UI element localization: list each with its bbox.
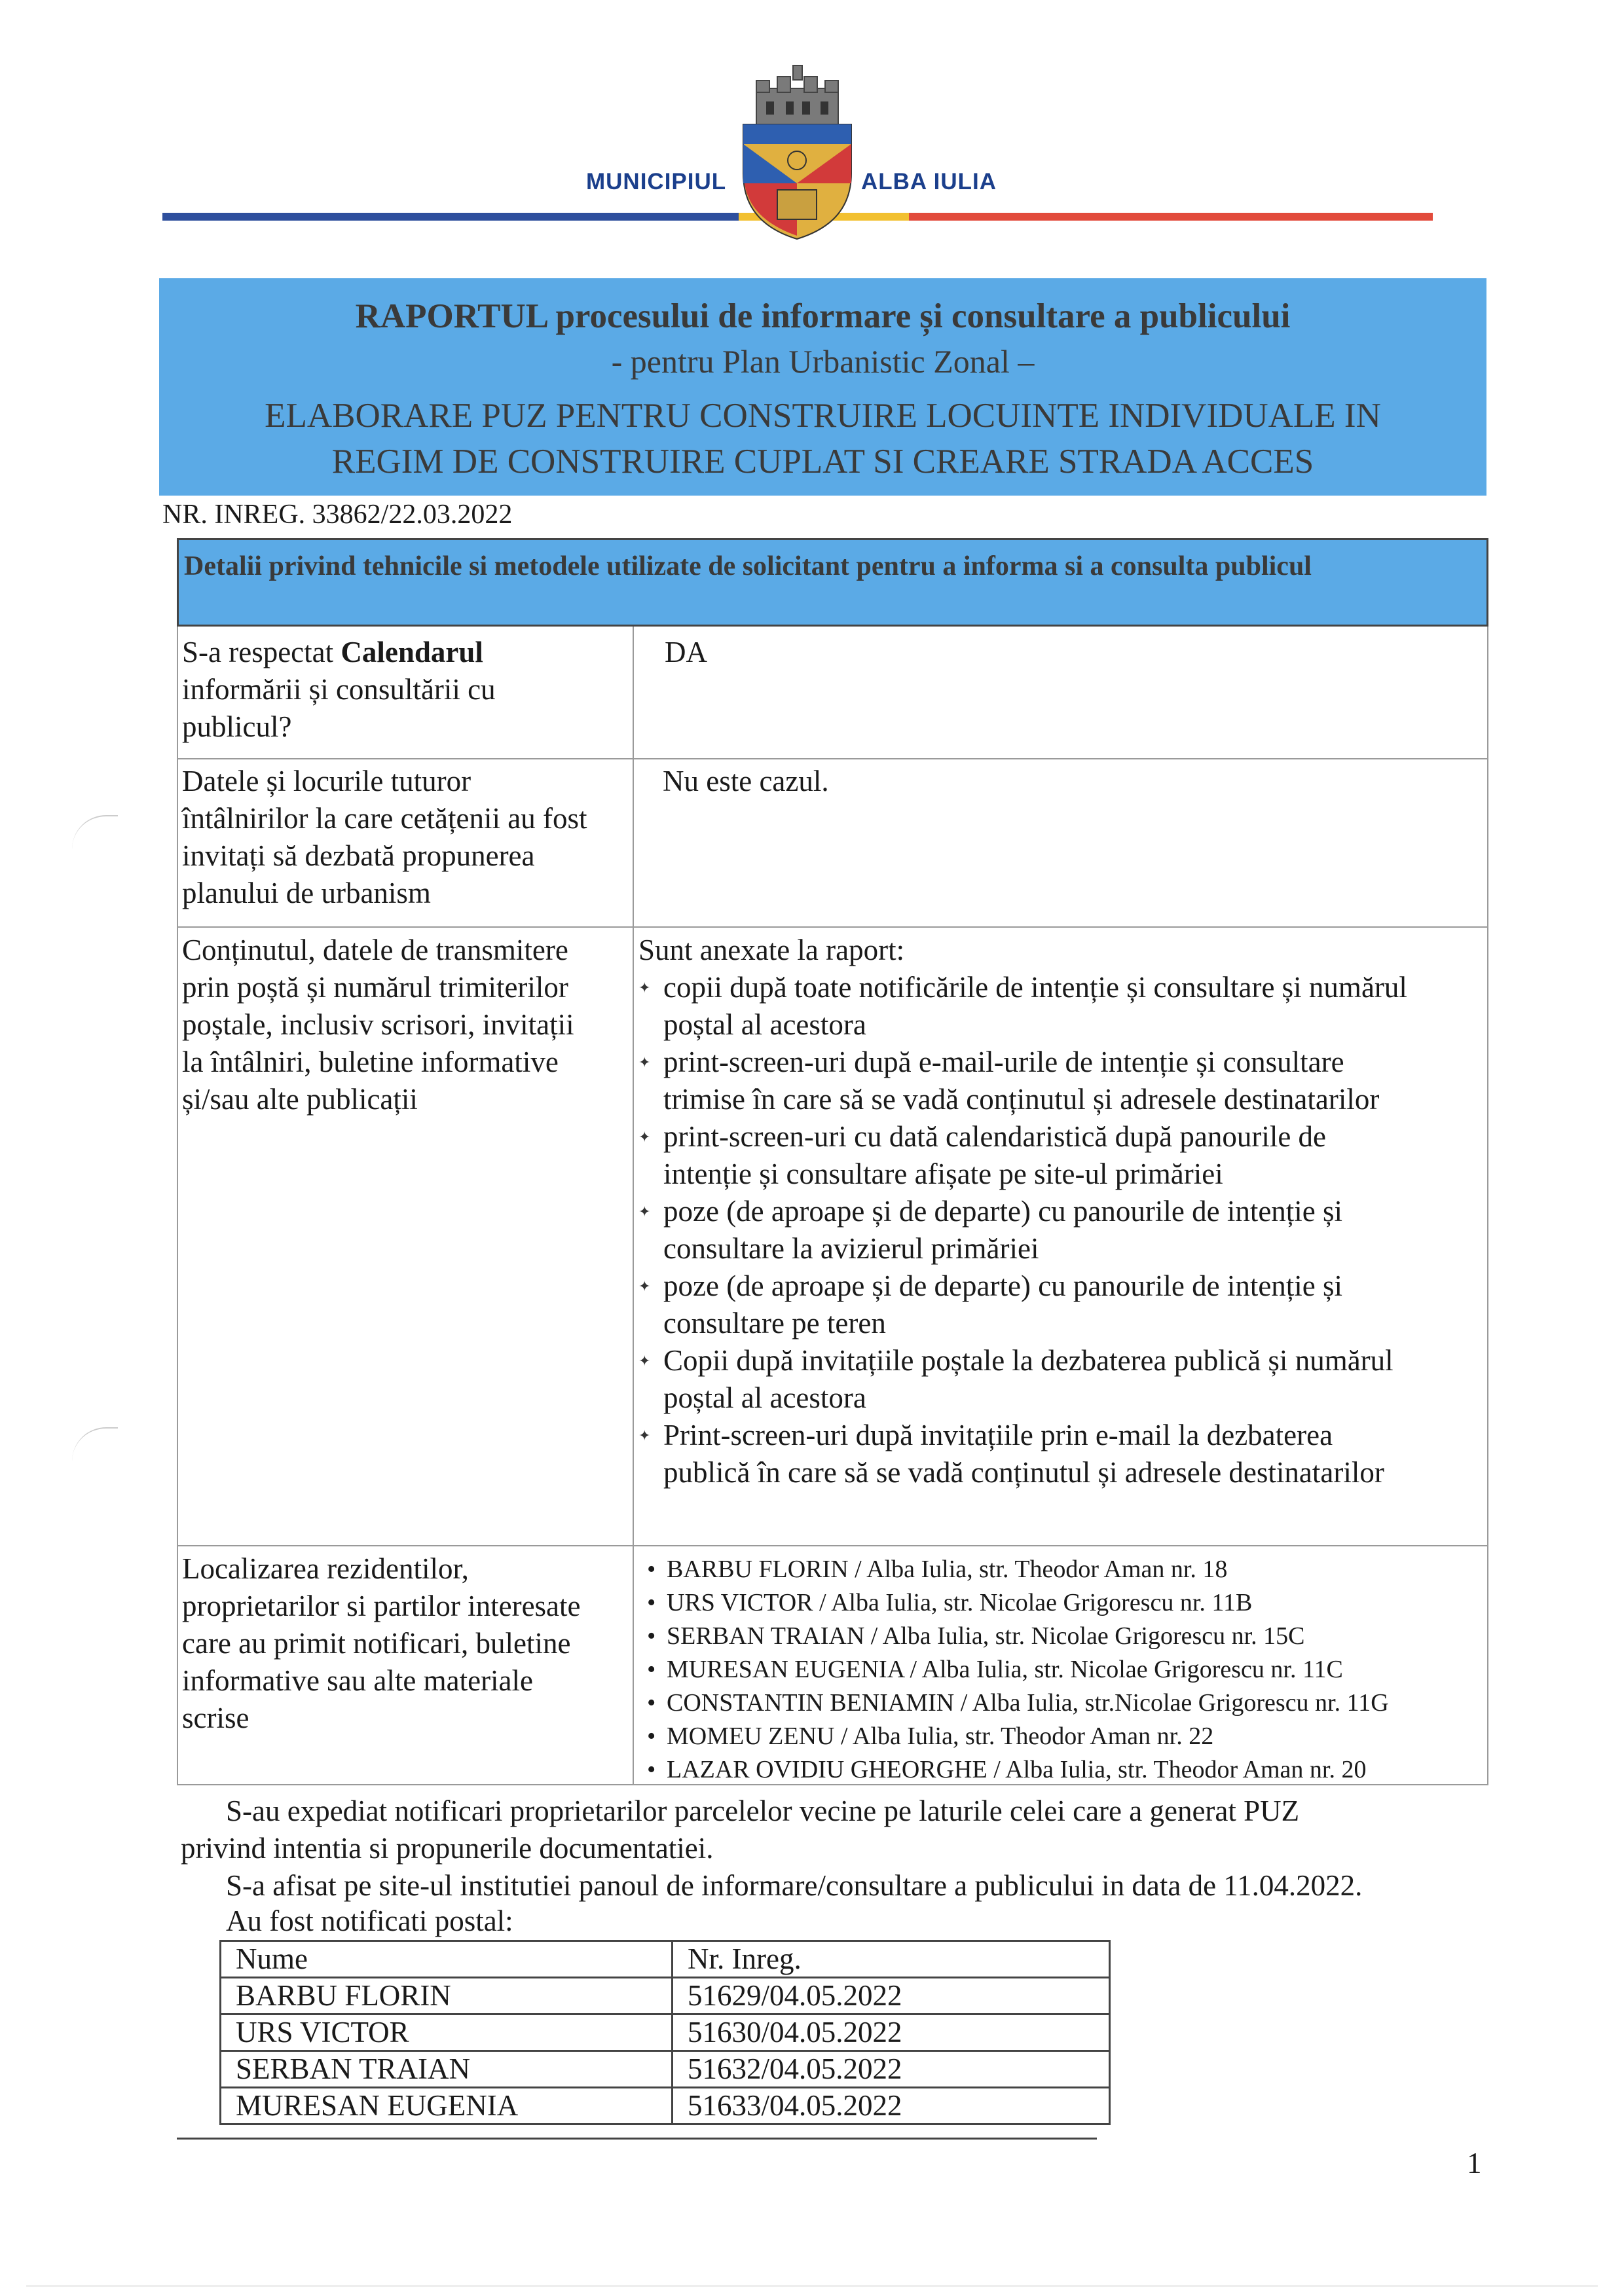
list-item: ✦ print-screen-uri cu dată calendaristică după panourile de intenție și consultare afișate pe site-ul primăriei	[638, 1118, 1483, 1193]
cell-name: MURESAN EUGENIA	[221, 2088, 673, 2124]
list-item: • MOMEU ZENU / Alba Iulia, str. Theodor Aman nr. 22	[647, 1720, 1389, 1753]
list-item: ✦ Copii după invitațiile poștale la dezbaterea publică și numărul poștal al acestora	[638, 1342, 1483, 1417]
report-title: RAPORTUL procesului de informare și consultare a publicului	[355, 297, 1291, 335]
list-item: ✦ poze (de aproape și de departe) cu panourile de intenție și consultare pe teren	[638, 1267, 1483, 1342]
scan-artifact	[72, 1427, 118, 1461]
list-item: ✦ Print-screen-uri după invitațiile prin e-mail la dezbaterea publică în care să se vadă conținutul și adresele destinatarilor	[638, 1417, 1483, 1491]
table-row	[221, 2088, 1110, 2124]
column-header-reg-no: Nr. Inreg.	[673, 1941, 1110, 1978]
coat-of-arms-icon	[737, 62, 858, 246]
note-notifications-cont: privind intentia si propunerile documentatiei.	[181, 1832, 714, 1865]
header-city-label: ALBA IULIA	[861, 169, 997, 194]
list-item: • SERBAN TRAIAN / Alba Iulia, str. Nicolae Grigorescu nr. 15C	[647, 1620, 1389, 1653]
column-header-name: Nume	[221, 1941, 673, 1978]
report-title-box	[159, 278, 1486, 496]
attachments-intro: Sunt anexate la raport:	[638, 934, 905, 966]
list-item: • BARBU FLORIN / Alba Iulia, str. Theodor Aman nr. 18	[647, 1553, 1389, 1586]
section-header-text: Detalii privind tehnicile si metodele utilizate de solicitant pentru a informa si a consulta publicul	[184, 551, 1312, 581]
list-item: ✦ poze (de aproape și de departe) cu panourile de intenție și consultare la avizierul primăriei	[638, 1193, 1483, 1267]
report-subtitle: - pentru Plan Urbanistic Zonal –	[611, 343, 1035, 380]
table-row	[221, 2051, 1110, 2088]
table-header-row	[221, 1941, 1110, 1978]
meetings-answer: Nu este cazul.	[663, 765, 829, 797]
row-divider	[177, 926, 1488, 928]
note-notifications: S-au expediat notificari proprietarilor parcelelor vecine pe laturile celei care a generat PUZ	[226, 1795, 1300, 1827]
scan-edge-line	[26, 2285, 1598, 2287]
list-item: ✦ print-screen-uri după e-mail-urile de intenție și consultare trimise în care să se vadă conținutul și adresele destinatarilor	[638, 1044, 1483, 1118]
project-title-line2: REGIM DE CONSTRUIRE CUPLAT SI CREARE STRADA ACCES	[331, 443, 1314, 481]
table-right-border	[1487, 627, 1488, 1785]
cell-name: URS VICTOR	[221, 2014, 673, 2051]
cell-name: BARBU FLORIN	[221, 1978, 673, 2014]
table-row	[221, 2014, 1110, 2051]
content-answer	[638, 932, 1483, 1491]
header-blue-stripe	[162, 213, 739, 221]
list-item: • MURESAN EUGENIA / Alba Iulia, str. Nicolae Grigorescu nr. 11C	[647, 1653, 1389, 1686]
meetings-question: Datele și locurile tuturor întâlnirilor la care cetățenii au fost invitați să dezbată propunerea planului de urbanism	[182, 765, 587, 909]
page-number: 1	[1467, 2147, 1482, 2179]
calendar-question: S-a respectat Calendarul informării și consultării cu publicul?	[182, 636, 496, 743]
note-postal: Au fost notificati postal:	[226, 1904, 513, 1937]
list-item: ✦ copii după toate notificările de intenție și consultare și numărul poștal al acestora	[638, 969, 1483, 1044]
location-question: Localizarea rezidentilor, proprietarilor si partilor interesate care au primit notificari, buletine informative sau alte materiale scrise	[182, 1552, 581, 1734]
section-header	[177, 538, 1488, 627]
list-item: • LAZAR OVIDIU GHEORGHE / Alba Iulia, str. Theodor Aman nr. 20	[647, 1753, 1389, 1787]
scan-artifact	[72, 815, 118, 849]
cell-reg-no: 51632/04.05.2022	[673, 2051, 1110, 2088]
project-title-line1: ELABORARE PUZ PENTRU CONSTRUIRE LOCUINTE INDIVIDUALE IN	[265, 397, 1381, 435]
notified-residents-list	[647, 1553, 1389, 1787]
table-left-border	[177, 627, 178, 1785]
list-item: • URS VICTOR / Alba Iulia, str. Nicolae Grigorescu nr. 11B	[647, 1586, 1389, 1620]
list-item: • CONSTANTIN BENIAMIN / Alba Iulia, str.Nicolae Grigorescu nr. 11G	[647, 1686, 1389, 1720]
registration-number: NR. INREG. 33862/22.03.2022	[162, 500, 513, 530]
header-red-stripe	[909, 213, 1433, 221]
header-municipiul-label: MUNICIPIUL	[586, 169, 727, 194]
table-row	[221, 1978, 1110, 2014]
postal-notifications-table	[219, 1940, 1111, 2125]
table-column-divider	[633, 627, 634, 1784]
content-question: Conținutul, datele de transmitere prin poștă și numărul trimiterilor poștale, inclusiv scrisori, invitații la întâlniri, buletine informative și/sau alte publicații	[182, 934, 574, 1116]
calendar-answer: DA	[665, 636, 707, 668]
cell-name: SERBAN TRAIAN	[221, 2051, 673, 2088]
bottom-rule	[177, 2138, 1097, 2140]
cell-reg-no: 51630/04.05.2022	[673, 2014, 1110, 2051]
row-divider	[177, 758, 1488, 759]
cell-reg-no: 51633/04.05.2022	[673, 2088, 1110, 2124]
cell-reg-no: 51629/04.05.2022	[673, 1978, 1110, 2014]
row-divider	[177, 1545, 1488, 1546]
note-site-display: S-a afisat pe site-ul institutiei panoul de informare/consultare a publicului in data de 11.04.2022.	[226, 1869, 1363, 1902]
